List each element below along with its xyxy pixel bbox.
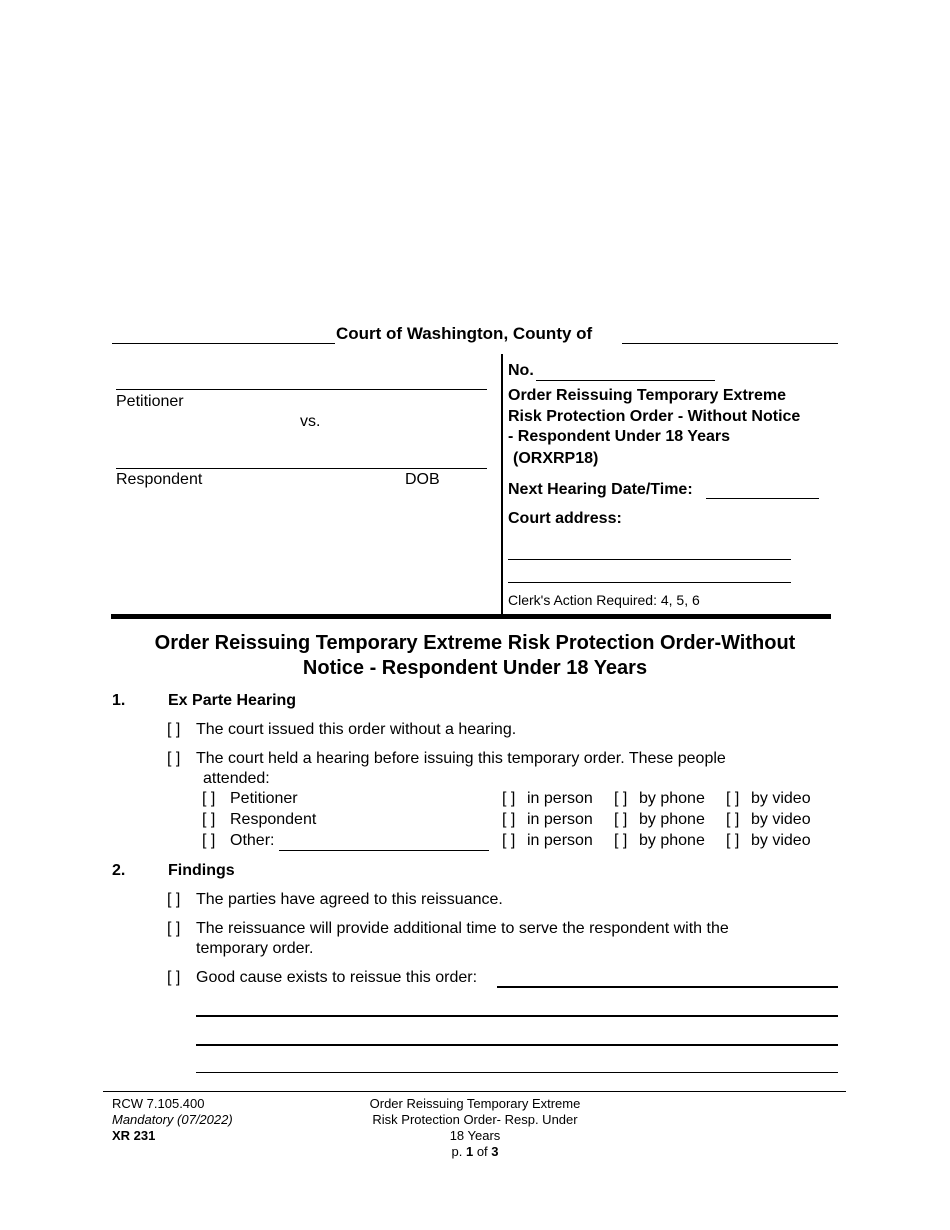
clerk-action: Clerk's Action Required: 4, 5, 6 [508,592,700,608]
next-hearing-blank[interactable] [706,484,819,499]
good-cause-blank-2[interactable] [196,1001,838,1017]
mode-video: by video [751,811,811,828]
mode-video: by video [751,790,811,807]
checkbox[interactable]: [ ] [167,891,181,908]
section1-heading: Ex Parte Hearing [168,692,297,709]
mode-in-person: in person [527,790,593,807]
county-blank[interactable] [622,328,838,344]
footer-form-no: XR 231 [112,1128,156,1143]
mode-phone: by phone [639,832,705,849]
page-total: 3 [491,1144,499,1159]
petitioner-name-blank[interactable] [116,374,487,390]
mode-video: by video [751,832,811,849]
court-line: Court of Washington, County of [336,324,593,343]
checkbox[interactable]: [ ] [726,832,740,849]
dob-label: DOB [405,471,440,488]
s1-option2-text-cont: attended: [203,770,270,787]
checkbox[interactable]: [ ] [202,790,216,807]
main-title-line1: Order Reissuing Temporary Extreme Risk Protection Order-Without [154,632,796,654]
section2-heading: Findings [168,862,235,879]
caption-divider [501,354,503,616]
mode-phone: by phone [639,790,705,807]
page-of: of [476,1144,488,1159]
footer-rcw: RCW 7.105.400 [112,1096,205,1111]
footer-rule [103,1091,846,1092]
mode-in-person: in person [527,832,593,849]
s2-option1-text: The parties have agreed to this reissuance. [196,891,503,908]
checkbox[interactable]: [ ] [167,750,181,767]
checkbox[interactable]: [ ] [726,811,740,828]
court-prefix-blank[interactable] [112,328,335,344]
main-title-line2: Notice - Respondent Under 18 Years [302,657,648,679]
footer-mandatory: Mandatory (07/2022) [112,1112,233,1127]
page-prefix: p. [451,1144,463,1159]
checkbox[interactable]: [ ] [502,811,516,828]
checkbox[interactable]: [ ] [502,790,516,807]
vs-label: vs. [300,413,321,430]
section1-number: 1. [112,692,126,709]
footer-title-line1: Order Reissuing Temporary Extreme [369,1096,581,1111]
checkbox[interactable]: [ ] [614,811,628,828]
good-cause-blank-4[interactable] [196,1058,838,1073]
s2-option3-text: Good cause exists to reissue this order: [196,969,478,986]
case-number-label: No. [508,362,534,379]
court-address-line1[interactable] [508,545,791,560]
petitioner-label: Petitioner [116,393,184,410]
respondent-name-blank[interactable] [116,453,487,469]
form-code: (ORXRP18) [513,450,599,467]
attendee-respondent: Respondent [230,811,317,828]
checkbox[interactable]: [ ] [726,790,740,807]
form-title-line3: - Respondent Under 18 Years [508,428,730,445]
court-address-line2[interactable] [508,568,791,583]
checkbox[interactable]: [ ] [614,832,628,849]
footer-title-line2: Risk Protection Order- Resp. Under [372,1112,578,1127]
attendee-other: Other: [230,832,275,849]
respondent-label: Respondent [116,471,203,488]
checkbox[interactable]: [ ] [167,920,181,937]
form-title-line2: Risk Protection Order - Without Notice [508,408,801,425]
court-address-label: Court address: [508,510,622,527]
s2-option2-text: The reissuance will provide additional time to serve the respondent with the [196,920,729,937]
checkbox[interactable]: [ ] [202,811,216,828]
s1-option1-text: The court issued this order without a hearing. [196,721,517,738]
mode-phone: by phone [639,811,705,828]
caption-thick-rule [111,614,831,619]
good-cause-blank-3[interactable] [196,1030,838,1046]
checkbox[interactable]: [ ] [202,832,216,849]
checkbox[interactable]: [ ] [167,721,181,738]
next-hearing-label: Next Hearing Date/Time: [508,481,693,498]
section2-number: 2. [112,862,126,879]
page-number: 1 [465,1144,474,1159]
attendee-other-blank[interactable] [279,835,489,851]
s1-option2-text: The court held a hearing before issuing this temporary order. These people [196,750,726,767]
footer-title-line3: 18 Years [449,1128,501,1143]
checkbox[interactable]: [ ] [614,790,628,807]
footer-page [330,1144,620,1160]
form-title-line1: Order Reissuing Temporary Extreme [508,387,787,404]
good-cause-blank-1[interactable] [497,972,838,988]
case-number-blank[interactable] [536,366,715,381]
checkbox[interactable]: [ ] [167,969,181,986]
s2-option2-text-cont: temporary order. [196,940,314,957]
checkbox[interactable]: [ ] [502,832,516,849]
mode-in-person: in person [527,811,593,828]
attendee-petitioner: Petitioner [230,790,298,807]
